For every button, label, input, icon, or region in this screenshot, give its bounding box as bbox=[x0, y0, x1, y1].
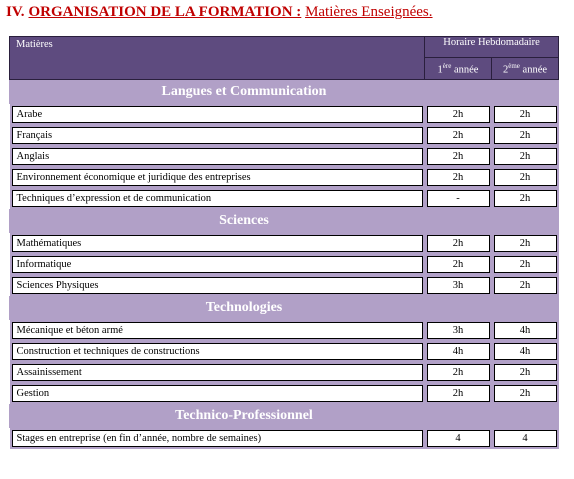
subject-cell: Construction et techniques de constructions bbox=[12, 343, 423, 360]
year2-hours-cell: 2h bbox=[494, 364, 557, 381]
heading-title: ORGANISATION DE LA FORMATION : bbox=[28, 4, 302, 20]
year1-hours-cell: 3h bbox=[427, 277, 490, 294]
subjects-table bbox=[9, 36, 559, 449]
subject-cell: Stages en entreprise (en fin d’année, nombre de semaines) bbox=[12, 430, 423, 447]
table-row bbox=[10, 383, 559, 404]
year2-hours-cell: 2h bbox=[494, 385, 557, 402]
year1-hours-cell: 4 bbox=[427, 430, 490, 447]
subject-cell: Français bbox=[12, 127, 423, 144]
table-row bbox=[10, 233, 559, 254]
header-year2: 2ème année bbox=[492, 58, 559, 80]
year2-hours-cell: 2h bbox=[494, 256, 557, 273]
year1-hours-cell: 2h bbox=[427, 385, 490, 402]
year1-hours-cell: 2h bbox=[427, 127, 490, 144]
subject-cell: Arabe bbox=[12, 106, 423, 123]
table-row bbox=[10, 104, 559, 125]
table-row bbox=[10, 341, 559, 362]
section-title: Technologies bbox=[205, 300, 283, 315]
year2-hours-cell: 4h bbox=[494, 322, 557, 339]
year1-hours-cell: - bbox=[427, 190, 490, 207]
section-header-row bbox=[10, 404, 559, 428]
table-row bbox=[10, 254, 559, 275]
header-year1: 1ère année bbox=[425, 58, 492, 80]
year2-hours-cell: 4 bbox=[494, 430, 557, 447]
table-row bbox=[10, 428, 559, 449]
subject-cell: Anglais bbox=[12, 148, 423, 165]
subject-cell: Gestion bbox=[12, 385, 423, 402]
table-row bbox=[10, 188, 559, 209]
year2-hours-cell: 2h bbox=[494, 169, 557, 186]
year1-hours-cell: 2h bbox=[427, 235, 490, 252]
subject-cell: Mathématiques bbox=[12, 235, 423, 252]
year2-hours-cell: 2h bbox=[494, 127, 557, 144]
year2-hours-cell: 2h bbox=[494, 190, 557, 207]
table-row bbox=[10, 167, 559, 188]
table-row bbox=[10, 275, 559, 296]
table-row bbox=[10, 320, 559, 341]
section-header-row bbox=[10, 209, 559, 233]
subject-cell: Sciences Physiques bbox=[12, 277, 423, 294]
document-heading bbox=[6, 4, 433, 21]
table-row bbox=[10, 125, 559, 146]
header-matieres: Matières bbox=[10, 37, 425, 80]
subject-cell: Techniques d’expression et de communication bbox=[12, 190, 423, 207]
year1-hours-cell: 3h bbox=[427, 322, 490, 339]
year1-hours-cell: 2h bbox=[427, 169, 490, 186]
section-title: Sciences bbox=[219, 213, 269, 228]
heading-number: IV. bbox=[6, 4, 25, 20]
section-title: Technico-Professionnel bbox=[175, 408, 313, 423]
section-header-row bbox=[10, 80, 559, 105]
year2-hours-cell: 2h bbox=[494, 106, 557, 123]
subject-cell: Environnement économique et juridique des entreprises bbox=[12, 169, 423, 186]
year2-hours-cell: 2h bbox=[494, 235, 557, 252]
table-row bbox=[10, 362, 559, 383]
year1-hours-cell: 2h bbox=[427, 256, 490, 273]
year1-hours-cell: 4h bbox=[427, 343, 490, 360]
subject-cell: Mécanique et béton armé bbox=[12, 322, 423, 339]
header-horaire: Horaire Hebdomadaire bbox=[425, 37, 559, 58]
subject-cell: Assainissement bbox=[12, 364, 423, 381]
table-header-row bbox=[10, 37, 559, 58]
year2-hours-cell: 4h bbox=[494, 343, 557, 360]
heading-subtitle: Matières Enseignées. bbox=[305, 4, 433, 20]
year2-hours-cell: 2h bbox=[494, 148, 557, 165]
year2-hours-cell: 2h bbox=[494, 277, 557, 294]
year1-hours-cell: 2h bbox=[427, 148, 490, 165]
table-row bbox=[10, 146, 559, 167]
year1-hours-cell: 2h bbox=[427, 106, 490, 123]
section-header-row bbox=[10, 296, 559, 320]
year1-hours-cell: 2h bbox=[427, 364, 490, 381]
subject-cell: Informatique bbox=[12, 256, 423, 273]
section-title: Langues et Communication bbox=[161, 84, 327, 99]
